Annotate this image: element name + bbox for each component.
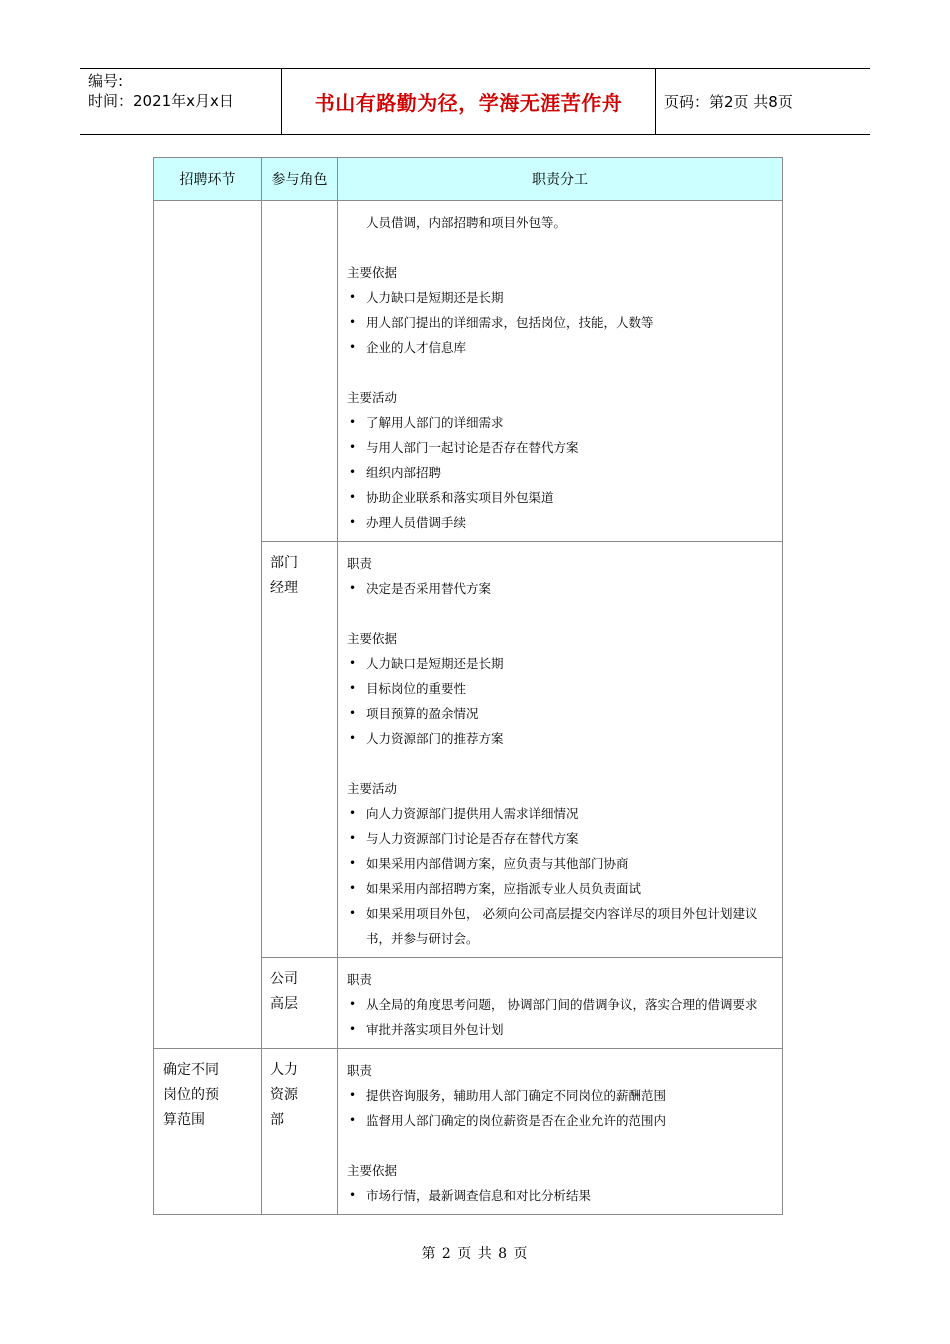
bullet-icon: • bbox=[349, 681, 357, 695]
column-divider bbox=[337, 158, 338, 1214]
section-title-duties: 职责 bbox=[347, 556, 373, 571]
bullet-icon: • bbox=[349, 415, 357, 429]
list-item: • 从全局的角度思考问题， 协调部门间的借调争议，落实合理的借调要求 bbox=[347, 992, 777, 1017]
role-cell-hr-department: 人力 资源 部 bbox=[270, 1062, 298, 1128]
list-item: • 用人部门提出的详细需求，包括岗位，技能，人数等 bbox=[347, 310, 777, 335]
bullet-icon: • bbox=[349, 490, 357, 504]
bullet-icon: • bbox=[349, 465, 357, 479]
bullet-icon: • bbox=[349, 1113, 357, 1127]
bullet-icon: • bbox=[349, 340, 357, 354]
bullet-icon: • bbox=[349, 656, 357, 670]
bullet-icon: • bbox=[349, 1022, 357, 1036]
section-title-basis: 主要依据 bbox=[347, 631, 398, 646]
list-item: • 项目预算的盈余情况 bbox=[347, 701, 777, 726]
page-footer: 第 2 页 共 8 页 bbox=[421, 1246, 529, 1262]
bullet-icon: • bbox=[349, 440, 357, 454]
list-item: • 人力资源部门的推荐方案 bbox=[347, 726, 777, 751]
list-item: • 人力缺口是短期还是长期 bbox=[347, 285, 777, 310]
list-item-continuation: 书，并参与研讨会。 bbox=[366, 931, 479, 946]
bullet-icon: • bbox=[349, 1188, 357, 1202]
column-header-duties: 职责分工 bbox=[532, 172, 588, 188]
header-meta bbox=[88, 71, 288, 111]
section-title-basis: 主要依据 bbox=[347, 1163, 398, 1178]
list-item: • 审批并落实项目外包计划 bbox=[347, 1017, 777, 1042]
role-cell-senior-management: 公司 高层 bbox=[270, 971, 298, 1012]
section-title-duties: 职责 bbox=[347, 972, 373, 987]
section-title-activities: 主要活动 bbox=[347, 781, 398, 796]
role-cell-department-manager: 部门 经理 bbox=[270, 555, 298, 596]
duties-cell-senior-management bbox=[347, 967, 777, 1042]
bullet-icon: • bbox=[349, 731, 357, 745]
row-divider bbox=[154, 1048, 782, 1049]
section-title-duties: 职责 bbox=[347, 1063, 373, 1078]
recruitment-duty-table bbox=[153, 157, 783, 1215]
bullet-icon: • bbox=[349, 906, 357, 920]
duties-cell-hr-continued bbox=[347, 210, 777, 535]
list-item: • 向人力资源部门提供用人需求详细情况 bbox=[347, 801, 777, 826]
column-divider bbox=[261, 158, 262, 1214]
list-item: • 市场行情，最新调查信息和对比分析结果 bbox=[347, 1183, 777, 1208]
bullet-icon: • bbox=[349, 315, 357, 329]
row-divider bbox=[262, 541, 782, 542]
row-divider bbox=[262, 957, 782, 958]
bullet-icon: • bbox=[349, 997, 357, 1011]
list-item: • 提供咨询服务，辅助用人部门确定不同岗位的薪酬范围 bbox=[347, 1083, 777, 1108]
list-item: • 监督用人部门确定的岗位薪资是否在企业允许的范围内 bbox=[347, 1108, 777, 1133]
header-motto: 书山有路勤为径，学海无涯苦作舟 bbox=[281, 69, 656, 134]
list-item: • 决定是否采用替代方案 bbox=[347, 576, 777, 601]
bullet-icon: • bbox=[349, 706, 357, 720]
page-header bbox=[80, 68, 870, 135]
bullet-icon: • bbox=[349, 290, 357, 304]
list-item: • 协助企业联系和落实项目外包渠道 bbox=[347, 485, 777, 510]
table-header-row bbox=[154, 158, 782, 201]
document-number-label: 编号: bbox=[88, 72, 124, 90]
bullet-icon: • bbox=[349, 806, 357, 820]
stage-cell-budget-range: 确定不同 岗位的预 算范围 bbox=[163, 1062, 219, 1128]
list-item: • 目标岗位的重要性 bbox=[347, 676, 777, 701]
column-header-role: 参与角色 bbox=[271, 172, 328, 188]
bullet-icon: • bbox=[349, 881, 357, 895]
duties-cell-hr-department bbox=[347, 1058, 777, 1208]
bullet-icon: • bbox=[349, 515, 357, 529]
list-item: • 人力缺口是短期还是长期 bbox=[347, 651, 777, 676]
bullet-icon: • bbox=[349, 831, 357, 845]
list-item: • 了解用人部门的详细需求 bbox=[347, 410, 777, 435]
section-title-activities: 主要活动 bbox=[347, 390, 398, 405]
list-item: • 如果采用内部借调方案，应负责与其他部门协商 bbox=[347, 851, 777, 876]
list-item: • 办理人员借调手续 bbox=[347, 510, 777, 535]
list-item: • 组织内部招聘 bbox=[347, 460, 777, 485]
document-time-label: 时间：2021年x月x日 bbox=[88, 92, 234, 110]
bullet-icon: • bbox=[349, 581, 357, 595]
header-page-info: 页码：第2页 共8页 bbox=[664, 93, 793, 111]
intro-text: 人员借调，内部招聘和项目外包等。 bbox=[366, 215, 567, 230]
list-item: • 如果采用内部招聘方案，应指派专业人员负责面试 bbox=[347, 876, 777, 901]
list-item: • 企业的人才信息库 bbox=[347, 335, 777, 360]
list-item: • 如果采用项目外包， 必须向公司高层提交内容详尽的项目外包计划建议 bbox=[347, 901, 777, 926]
list-item: • 与用人部门一起讨论是否存在替代方案 bbox=[347, 435, 777, 460]
duties-cell-department-manager bbox=[347, 551, 777, 951]
bullet-icon: • bbox=[349, 1088, 357, 1102]
bullet-icon: • bbox=[349, 856, 357, 870]
column-header-stage: 招聘环节 bbox=[179, 172, 236, 188]
section-title-basis: 主要依据 bbox=[347, 265, 398, 280]
list-item: • 与人力资源部门讨论是否存在替代方案 bbox=[347, 826, 777, 851]
